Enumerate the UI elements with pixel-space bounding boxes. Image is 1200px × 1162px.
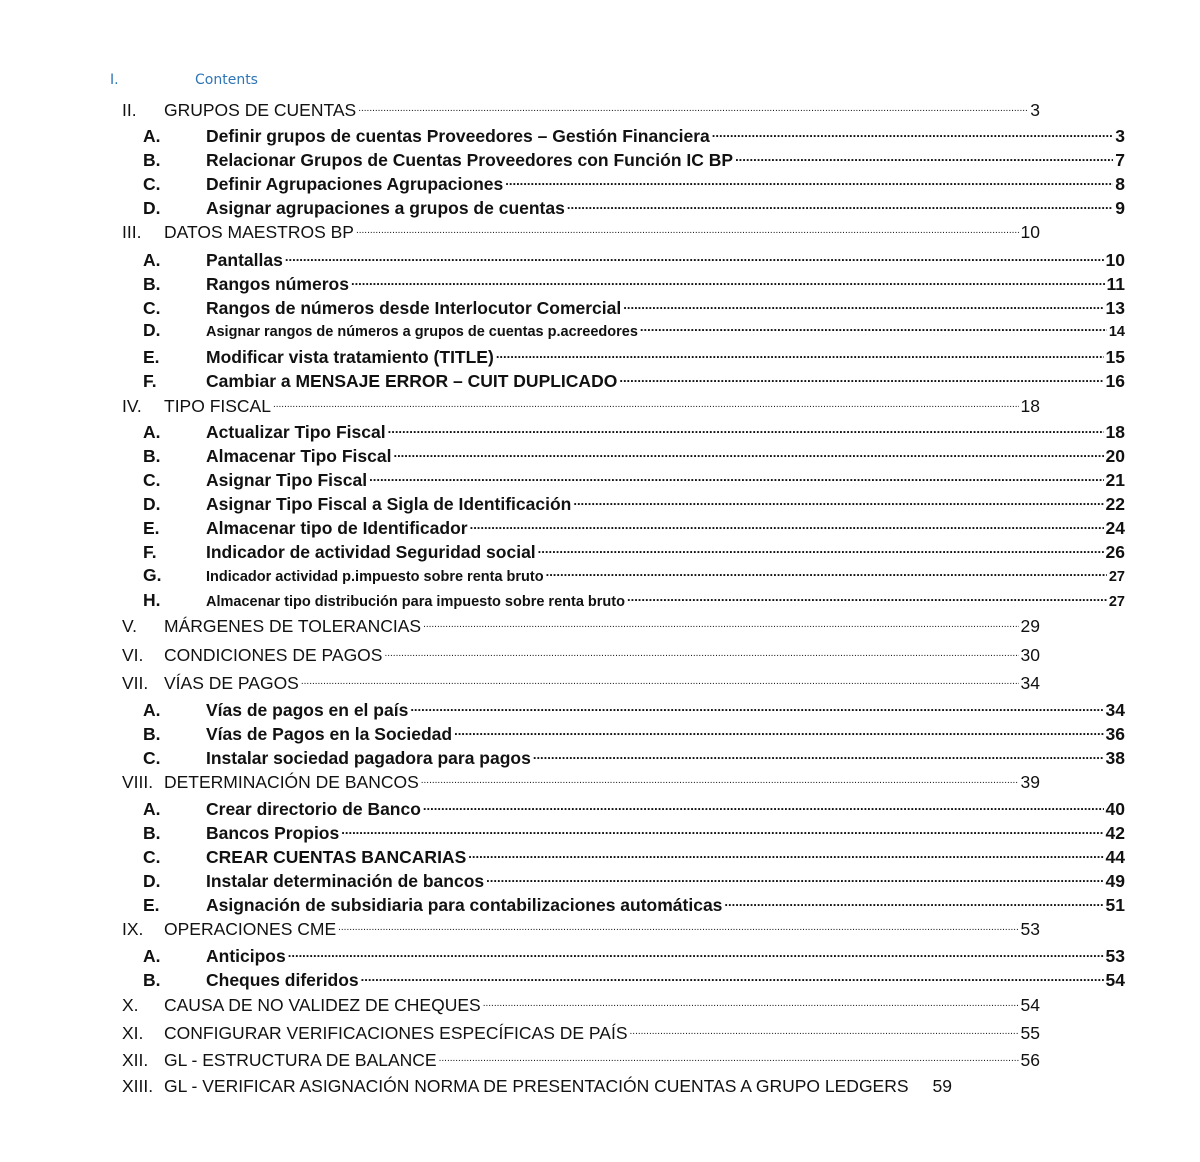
toc-entry-title[interactable]: Cheques diferidos	[206, 969, 359, 990]
toc-entry[interactable]	[143, 797, 1125, 820]
toc-entry-page-number[interactable]: 34	[1020, 672, 1040, 693]
toc-entry-title[interactable]: CONDICIONES DE PAGOS	[164, 644, 383, 665]
dot-leader	[712, 124, 1114, 142]
toc-entry[interactable]	[143, 196, 1125, 219]
dot-leader	[735, 148, 1113, 166]
toc-entry[interactable]	[122, 614, 1040, 637]
toc-entry-title[interactable]: Instalar determinación de bancos	[206, 870, 485, 891]
toc-entry-number: E.	[143, 894, 160, 915]
toc-entry-title[interactable]: Almacenar tipo distribución para impuesto sobre renta bruto	[206, 594, 625, 610]
dot-leader	[351, 272, 1105, 290]
toc-entry-number: B.	[143, 149, 161, 170]
dot-leader	[273, 394, 1019, 412]
toc-entry-page-number[interactable]: 53	[1105, 945, 1125, 966]
toc-entry-title[interactable]: Modificar vista tratamiento (TITLE)	[206, 346, 494, 367]
toc-entry-title[interactable]: Instalar sociedad pagadora para pagos	[206, 747, 531, 768]
dot-leader	[505, 172, 1113, 190]
toc-entry-number: F.	[143, 370, 157, 391]
dot-leader	[567, 196, 1113, 214]
dot-leader	[288, 944, 1104, 962]
toc-entry-title[interactable]: Cambiar a MENSAJE ERROR – CUIT DUPLICADO	[206, 370, 618, 391]
toc-entry-page-number[interactable]: 36	[1105, 723, 1125, 744]
toc-entry-title[interactable]: Indicador de actividad Seguridad social	[206, 541, 536, 562]
toc-entry-number: V.	[122, 615, 137, 636]
dot-leader	[421, 770, 1019, 788]
toc-entry-page-number[interactable]: 18	[1020, 395, 1040, 416]
toc-entry-title[interactable]: Vías de Pagos en la Sociedad	[206, 723, 453, 744]
toc-entry-page-number[interactable]: 55	[1020, 1022, 1040, 1043]
toc-entry[interactable]	[143, 369, 1125, 392]
toc-entry[interactable]	[143, 722, 1125, 745]
toc-entry[interactable]	[143, 345, 1125, 368]
toc-entry[interactable]	[143, 468, 1125, 491]
toc-entry-title[interactable]: DATOS MAESTROS BP	[164, 221, 354, 242]
dot-leader	[384, 643, 1018, 661]
toc-entry-title[interactable]: Almacenar Tipo Fiscal	[206, 445, 392, 466]
toc-entry-page-number[interactable]: 18	[1105, 421, 1125, 442]
dot-leader	[724, 893, 1103, 911]
toc-entry-page-number[interactable]: 34	[1105, 699, 1125, 720]
toc-entry[interactable]	[143, 698, 1125, 721]
toc-entry-page-number[interactable]: 26	[1105, 541, 1125, 562]
toc-entry[interactable]	[143, 320, 1125, 341]
toc-entry-page-number[interactable]: 56	[1020, 1049, 1040, 1070]
toc-entry-number: C.	[143, 297, 161, 318]
toc-entry-number: A.	[143, 125, 161, 146]
toc-entry-page-number[interactable]: 29	[1020, 615, 1040, 636]
toc-entry-title[interactable]: CREAR CUENTAS BANCARIAS	[206, 846, 467, 867]
toc-heading-title: Contents	[195, 72, 258, 88]
dot-leader	[627, 592, 1107, 607]
toc-entry-title[interactable]: OPERACIONES CME	[164, 918, 337, 939]
toc-entry-title[interactable]: VÍAS DE PAGOS	[164, 672, 299, 693]
dot-leader	[486, 869, 1103, 887]
toc-entry-title[interactable]: DETERMINACIÓN DE BANCOS	[164, 771, 419, 792]
toc-entry-number: D.	[143, 493, 161, 514]
toc-entry-page-number[interactable]: 59	[932, 1076, 953, 1096]
toc-entry[interactable]	[143, 845, 1125, 868]
toc-entry-title[interactable]: Almacenar tipo de Identificador	[206, 517, 468, 538]
dot-leader	[358, 98, 1028, 116]
dot-leader	[619, 369, 1103, 387]
toc-entry-page-number[interactable]: 27	[1108, 594, 1125, 610]
toc-entry-page-number[interactable]: 3	[1030, 99, 1040, 120]
toc-entry[interactable]	[143, 893, 1125, 916]
toc-entry-page-number[interactable]: 10	[1020, 221, 1040, 242]
toc-entry-title[interactable]: MÁRGENES DE TOLERANCIAS	[164, 615, 422, 636]
toc-heading-number: I.	[110, 72, 119, 88]
toc-entry-number: A.	[143, 699, 161, 720]
dot-leader	[285, 248, 1104, 266]
toc-entry-page-number[interactable]: 42	[1105, 822, 1125, 843]
toc-entry-title[interactable]: Actualizar Tipo Fiscal	[206, 421, 386, 442]
toc-entry-page-number[interactable]: 30	[1020, 644, 1040, 665]
toc-entry-title[interactable]: GL - VERIFICAR ASIGNACIÓN NORMA DE PRESENTACIÓN CUENTAS A GRUPO LEDGERS	[164, 1076, 909, 1096]
toc-entry-page-number[interactable]: 7	[1115, 149, 1125, 170]
dot-leader	[439, 1048, 1019, 1066]
toc-entry[interactable]	[143, 869, 1125, 892]
dot-leader	[369, 468, 1103, 486]
dot-leader	[623, 296, 1103, 314]
toc-entry-number: IX.	[122, 918, 144, 939]
toc-entry-title[interactable]: CONFIGURAR VERIFICACIONES ESPECÍFICAS DE PAÍS	[164, 1022, 628, 1043]
toc-entry-page-number[interactable]: 40	[1105, 798, 1125, 819]
dot-leader	[483, 993, 1019, 1011]
toc-entry-page-number[interactable]: 44	[1105, 846, 1125, 867]
toc-entry-number: D.	[143, 870, 161, 891]
toc-entry[interactable]	[122, 993, 1040, 1016]
toc-entry-number: F.	[143, 541, 157, 562]
toc-entry-number: VIII.	[122, 771, 154, 792]
toc-entry-number: G.	[143, 565, 162, 585]
toc-entry-number: D.	[143, 320, 161, 340]
dot-leader	[640, 322, 1107, 337]
toc-entry[interactable]	[143, 746, 1125, 769]
toc-entry-page-number[interactable]: 22	[1105, 493, 1125, 514]
dot-leader	[423, 797, 1104, 815]
dot-leader	[410, 698, 1103, 716]
toc-entry-number: B.	[143, 969, 161, 990]
toc-entry-title[interactable]: Vías de pagos en el país	[206, 699, 409, 720]
toc-entry-number: III.	[122, 221, 142, 242]
dot-leader	[341, 821, 1103, 839]
toc-entry[interactable]	[122, 98, 1040, 121]
toc-entry[interactable]	[122, 394, 1040, 417]
toc-entry-page-number[interactable]: 21	[1105, 469, 1125, 490]
dot-leader	[356, 220, 1019, 238]
toc-entry[interactable]	[143, 821, 1125, 844]
toc-entry[interactable]	[122, 1048, 1040, 1071]
toc-entry-number: XIII.	[122, 1076, 154, 1096]
toc-entry-title[interactable]: Crear directorio de Banco	[206, 798, 421, 819]
toc-entry-number: XI.	[122, 1022, 144, 1043]
toc-entry-page-number[interactable]: 39	[1020, 771, 1040, 792]
toc-entry[interactable]	[143, 124, 1125, 147]
toc-entry-number: E.	[143, 346, 160, 367]
toc-entry-title[interactable]: Definir Agrupaciones Agrupaciones	[206, 173, 504, 194]
toc-entry-number: D.	[143, 197, 161, 218]
toc-entry-number: B.	[143, 273, 161, 294]
dot-leader	[423, 614, 1018, 632]
toc-entry[interactable]	[143, 590, 1125, 611]
toc-entry-title[interactable]: TIPO FISCAL	[164, 395, 271, 416]
toc-entry-title[interactable]: Bancos Propios	[206, 822, 340, 843]
toc-entry[interactable]	[122, 1021, 1040, 1044]
toc-entry[interactable]	[143, 516, 1125, 539]
toc-entry[interactable]	[143, 944, 1125, 967]
toc-entry-title[interactable]: Pantallas	[206, 249, 283, 270]
toc-entry[interactable]	[143, 492, 1125, 515]
toc-entry-number: X.	[122, 994, 139, 1015]
toc-entry-title[interactable]: Relacionar Grupos de Cuentas Proveedores con Función IC BP	[206, 149, 734, 170]
toc-entry[interactable]	[122, 770, 1040, 793]
toc-entry[interactable]	[143, 968, 1125, 991]
toc-entry-page-number[interactable]: 14	[1108, 324, 1125, 340]
toc-entry-page-number[interactable]: 9	[1115, 197, 1125, 218]
toc-entry[interactable]	[122, 643, 1040, 666]
dot-leader	[361, 968, 1104, 986]
toc-entry[interactable]	[122, 1076, 952, 1097]
toc-entry-title[interactable]: Anticipos	[206, 945, 286, 966]
toc-entry[interactable]	[143, 296, 1125, 319]
toc-entry-page-number[interactable]: 8	[1115, 173, 1125, 194]
toc-entry-title[interactable]: Indicador actividad p.impuesto sobre renta bruto	[206, 569, 544, 585]
toc-entry-number: II.	[122, 99, 137, 120]
dot-leader	[546, 567, 1107, 582]
toc-entry-number: H.	[143, 590, 161, 610]
toc-entry-page-number[interactable]: 3	[1115, 125, 1125, 146]
toc-entry-page-number[interactable]: 51	[1105, 894, 1125, 915]
toc-entry-number: A.	[143, 945, 161, 966]
dot-leader	[496, 345, 1104, 363]
dot-leader	[338, 917, 1018, 935]
toc-entry-number: IV.	[122, 395, 142, 416]
dot-leader	[538, 540, 1104, 558]
toc-entry-title[interactable]: Rangos de números desde Interlocutor Comercial	[206, 297, 622, 318]
toc-entry-title[interactable]: Asignar Tipo Fiscal a Sigla de Identificación	[206, 493, 572, 514]
toc-entry-page-number[interactable]: 13	[1105, 297, 1125, 318]
toc-entry-page-number[interactable]: 53	[1020, 918, 1040, 939]
toc-entry[interactable]	[143, 272, 1125, 295]
toc-entry-page-number[interactable]: 38	[1105, 747, 1125, 768]
dot-leader	[573, 492, 1103, 510]
toc-entry-title[interactable]: Rangos números	[206, 273, 349, 294]
toc-entry-title[interactable]: GL - ESTRUCTURA DE BALANCE	[164, 1049, 437, 1070]
toc-entry-title[interactable]: Asignar Tipo Fiscal	[206, 469, 368, 490]
toc-entry-number: C.	[143, 846, 161, 867]
toc-heading	[110, 72, 258, 88]
toc-entry[interactable]	[143, 565, 1125, 586]
toc-entry-page-number[interactable]: 10	[1105, 249, 1125, 270]
dot-leader	[470, 516, 1104, 534]
toc-entry[interactable]	[122, 671, 1040, 694]
dot-leader	[468, 845, 1103, 863]
toc-entry-title[interactable]: Asignar rangos de números a grupos de cuentas p.acreedores	[206, 324, 638, 340]
dot-leader	[301, 671, 1019, 689]
dot-leader	[393, 444, 1103, 462]
toc-entry-page-number[interactable]: 27	[1108, 569, 1125, 585]
toc-entry[interactable]	[143, 444, 1125, 467]
toc-entry-page-number[interactable]: 24	[1105, 517, 1125, 538]
toc-entry[interactable]	[122, 220, 1040, 243]
toc-entry-number: A.	[143, 249, 161, 270]
toc-entry-page-number[interactable]: 11	[1106, 273, 1125, 294]
toc-entry-number: A.	[143, 798, 161, 819]
toc-entry-number: C.	[143, 747, 161, 768]
toc-entry[interactable]	[143, 148, 1125, 171]
toc-entry[interactable]	[143, 172, 1125, 195]
toc-entry-number: VII.	[122, 672, 149, 693]
toc-entry-number: B.	[143, 822, 161, 843]
toc-entry-page-number[interactable]: 15	[1105, 346, 1125, 367]
toc-entry[interactable]	[143, 420, 1125, 443]
toc-entry-title[interactable]: Definir grupos de cuentas Proveedores – Gestión Financiera	[206, 125, 710, 146]
toc-entry-title[interactable]: Asignar agrupaciones a grupos de cuentas	[206, 197, 565, 218]
toc-entry-page-number[interactable]: 54	[1105, 969, 1125, 990]
dot-leader	[533, 746, 1104, 764]
toc-entry[interactable]	[143, 248, 1125, 271]
dot-leader	[630, 1021, 1019, 1039]
toc-entry-title[interactable]: GRUPOS DE CUENTAS	[164, 99, 357, 120]
dot-leader	[454, 722, 1103, 740]
toc-entry-number: VI.	[122, 644, 144, 665]
toc-entry-number: B.	[143, 445, 161, 466]
toc-entry-number: B.	[143, 723, 161, 744]
toc-entry-page-number[interactable]: 49	[1105, 870, 1125, 891]
toc-entry-number: E.	[143, 517, 160, 538]
toc-entry-title[interactable]: Asignación de subsidiaria para contabilizaciones automáticas	[206, 894, 723, 915]
toc-entry-title[interactable]: CAUSA DE NO VALIDEZ DE CHEQUES	[164, 994, 481, 1015]
toc-entry-page-number[interactable]: 16	[1105, 370, 1125, 391]
toc-entry-page-number[interactable]: 54	[1020, 994, 1040, 1015]
toc-entry-number: XII.	[122, 1049, 149, 1070]
toc-entry-number: C.	[143, 469, 161, 490]
toc-entry-number: C.	[143, 173, 161, 194]
dot-leader	[388, 420, 1104, 438]
toc-entry[interactable]	[143, 540, 1125, 563]
toc-entry-page-number[interactable]: 20	[1105, 445, 1125, 466]
toc-entry-number: A.	[143, 421, 161, 442]
toc-entry[interactable]	[122, 917, 1040, 940]
